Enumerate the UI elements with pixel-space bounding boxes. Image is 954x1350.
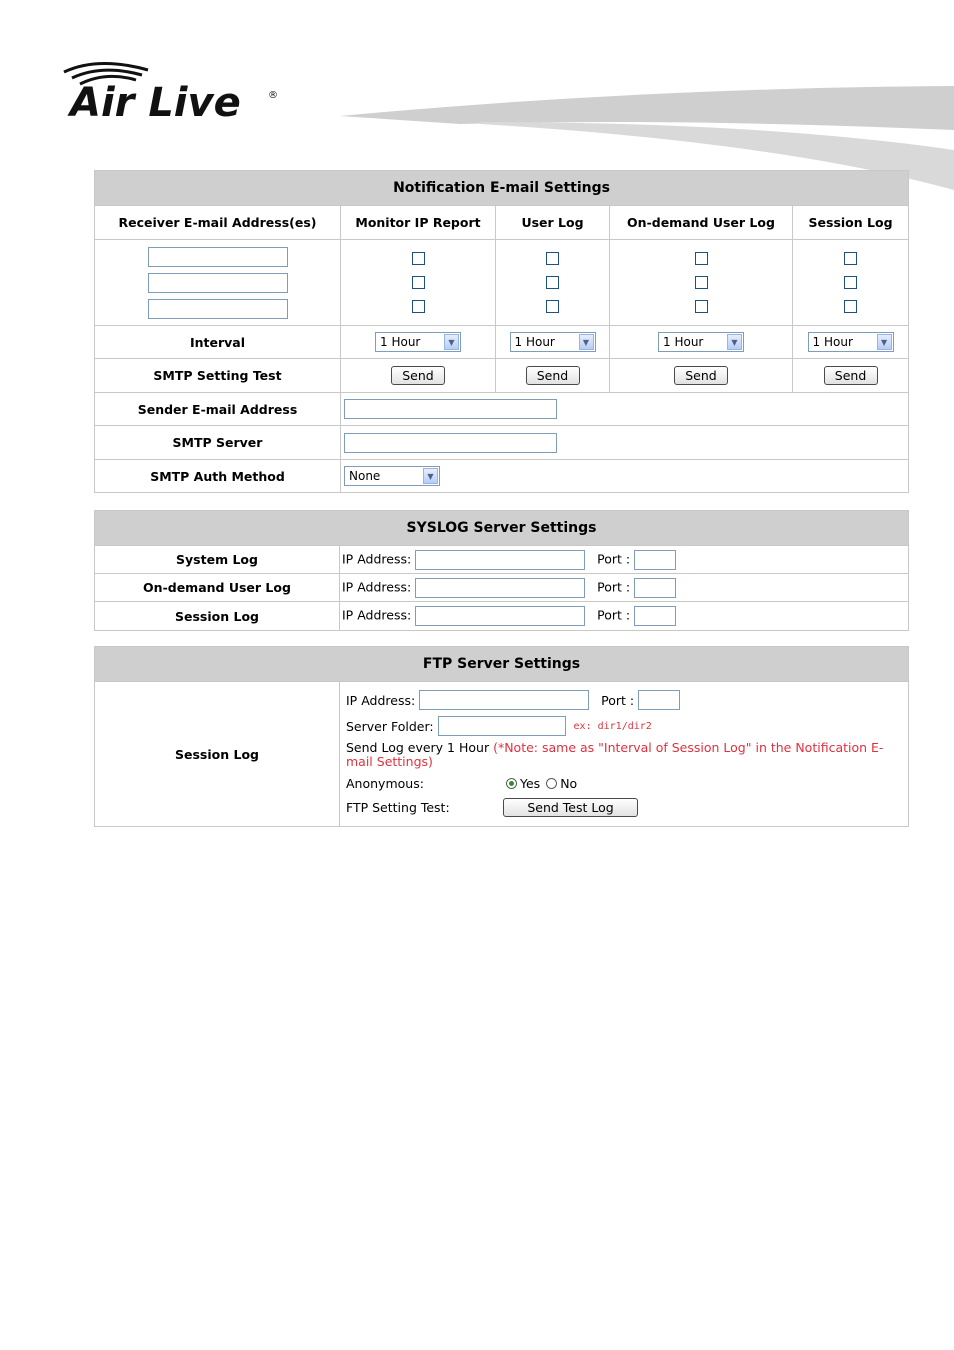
monitor-ip-checkbox-3[interactable] xyxy=(412,300,425,313)
send-button-ondemand[interactable]: Send xyxy=(674,366,728,385)
syslog-row-label: System Log xyxy=(95,546,340,574)
user-log-checkbox-2[interactable] xyxy=(546,276,559,289)
ftp-port-input[interactable] xyxy=(638,690,680,710)
chevron-down-icon: ▼ xyxy=(727,334,742,350)
session-log-checkbox-1[interactable] xyxy=(844,252,857,265)
ondemand-log-checkbox-1[interactable] xyxy=(695,252,708,265)
send-log-text: Send Log every 1 Hour xyxy=(346,740,490,755)
session-log-checkbox-2[interactable] xyxy=(844,276,857,289)
send-log-note: (*Note: same as "Interval of Session Log" in the Notification E-mail Settings) xyxy=(346,740,884,769)
interval-value: 1 Hour xyxy=(663,335,704,349)
session-log-checkbox-3[interactable] xyxy=(844,300,857,313)
port-label: Port : xyxy=(601,692,635,708)
airlive-logo xyxy=(58,58,288,128)
chevron-down-icon: ▼ xyxy=(877,334,892,350)
interval-value: 1 Hour xyxy=(514,335,555,349)
port-label: Port : xyxy=(597,551,631,566)
anonymous-label: Anonymous: xyxy=(346,775,424,791)
smtp-server-label: SMTP Server xyxy=(95,426,341,460)
chevron-down-icon: ▼ xyxy=(444,334,459,350)
ip-label: IP Address: xyxy=(346,692,416,708)
folder-label: Server Folder: xyxy=(346,718,434,734)
syslog-row-label: On-demand User Log xyxy=(95,574,340,602)
no-label: No xyxy=(560,775,578,791)
folder-hint: ex: dir1/dir2 xyxy=(573,720,652,732)
smtp-test-label: SMTP Setting Test xyxy=(95,359,341,393)
monitor-ip-checkbox-2[interactable] xyxy=(412,276,425,289)
ftp-ip-input[interactable] xyxy=(419,690,589,710)
syslog-system-port-input[interactable] xyxy=(634,550,676,570)
chevron-down-icon: ▼ xyxy=(579,334,594,350)
interval-value: 1 Hour xyxy=(380,335,421,349)
interval-select-ondemand[interactable] xyxy=(658,332,744,352)
send-button-session[interactable]: Send xyxy=(824,366,878,385)
column-header: Monitor IP Report xyxy=(341,206,496,240)
user-log-checkbox-1[interactable] xyxy=(546,252,559,265)
section-title: Notification E-mail Settings xyxy=(95,171,909,206)
column-header: Receiver E-mail Address(es) xyxy=(95,206,341,240)
syslog-row-label: Session Log xyxy=(95,602,340,631)
section-title: SYSLOG Server Settings xyxy=(95,511,909,546)
ip-label: IP Address: xyxy=(342,551,412,566)
receiver-email-input-1[interactable] xyxy=(148,247,288,267)
column-header: On-demand User Log xyxy=(610,206,793,240)
port-label: Port : xyxy=(597,579,631,594)
interval-select-session[interactable] xyxy=(808,332,894,352)
receiver-email-input-3[interactable] xyxy=(148,299,288,319)
chevron-down-icon: ▼ xyxy=(423,468,438,484)
user-log-checkbox-3[interactable] xyxy=(546,300,559,313)
syslog-session-port-input[interactable] xyxy=(634,606,676,626)
sender-email-label: Sender E-mail Address xyxy=(95,393,341,426)
syslog-system-ip-input[interactable] xyxy=(415,550,585,570)
smtp-server-input[interactable] xyxy=(344,433,557,453)
sender-email-input[interactable] xyxy=(344,399,557,419)
ip-label: IP Address: xyxy=(342,579,412,594)
syslog-session-ip-input[interactable] xyxy=(415,606,585,626)
send-button-monitor[interactable]: Send xyxy=(391,366,445,385)
port-label: Port : xyxy=(597,607,631,623)
interval-select-monitor[interactable] xyxy=(375,332,461,352)
svg-text:®: ® xyxy=(268,90,278,101)
ftp-folder-input[interactable] xyxy=(438,716,566,736)
ftp-test-label: FTP Setting Test: xyxy=(346,799,450,815)
ondemand-log-checkbox-2[interactable] xyxy=(695,276,708,289)
ondemand-log-checkbox-3[interactable] xyxy=(695,300,708,313)
receiver-email-input-2[interactable] xyxy=(148,273,288,293)
ftp-server-settings xyxy=(94,646,909,827)
send-test-log-button[interactable]: Send Test Log xyxy=(503,798,638,817)
interval-select-user-log[interactable] xyxy=(510,332,596,352)
column-header: User Log xyxy=(496,206,610,240)
ftp-row-label: Session Log xyxy=(95,682,340,827)
monitor-ip-checkbox-1[interactable] xyxy=(412,252,425,265)
column-header: Session Log xyxy=(793,206,909,240)
ip-label: IP Address: xyxy=(342,607,412,623)
notification-email-settings xyxy=(94,170,909,493)
yes-label: Yes xyxy=(520,775,541,791)
syslog-ondemand-ip-input[interactable] xyxy=(415,578,585,598)
anonymous-yes-radio[interactable] xyxy=(506,778,517,789)
send-button-user-log[interactable]: Send xyxy=(526,366,580,385)
smtp-auth-value: None xyxy=(349,469,381,483)
smtp-auth-label: SMTP Auth Method xyxy=(95,460,341,493)
svg-text:Air Live: Air Live xyxy=(70,80,241,126)
smtp-auth-select[interactable] xyxy=(344,466,440,486)
syslog-ondemand-port-input[interactable] xyxy=(634,578,676,598)
interval-label: Interval xyxy=(95,326,341,359)
interval-value: 1 Hour xyxy=(812,335,853,349)
section-title: FTP Server Settings xyxy=(95,647,909,682)
anonymous-no-radio[interactable] xyxy=(546,778,557,789)
syslog-server-settings xyxy=(94,510,909,631)
